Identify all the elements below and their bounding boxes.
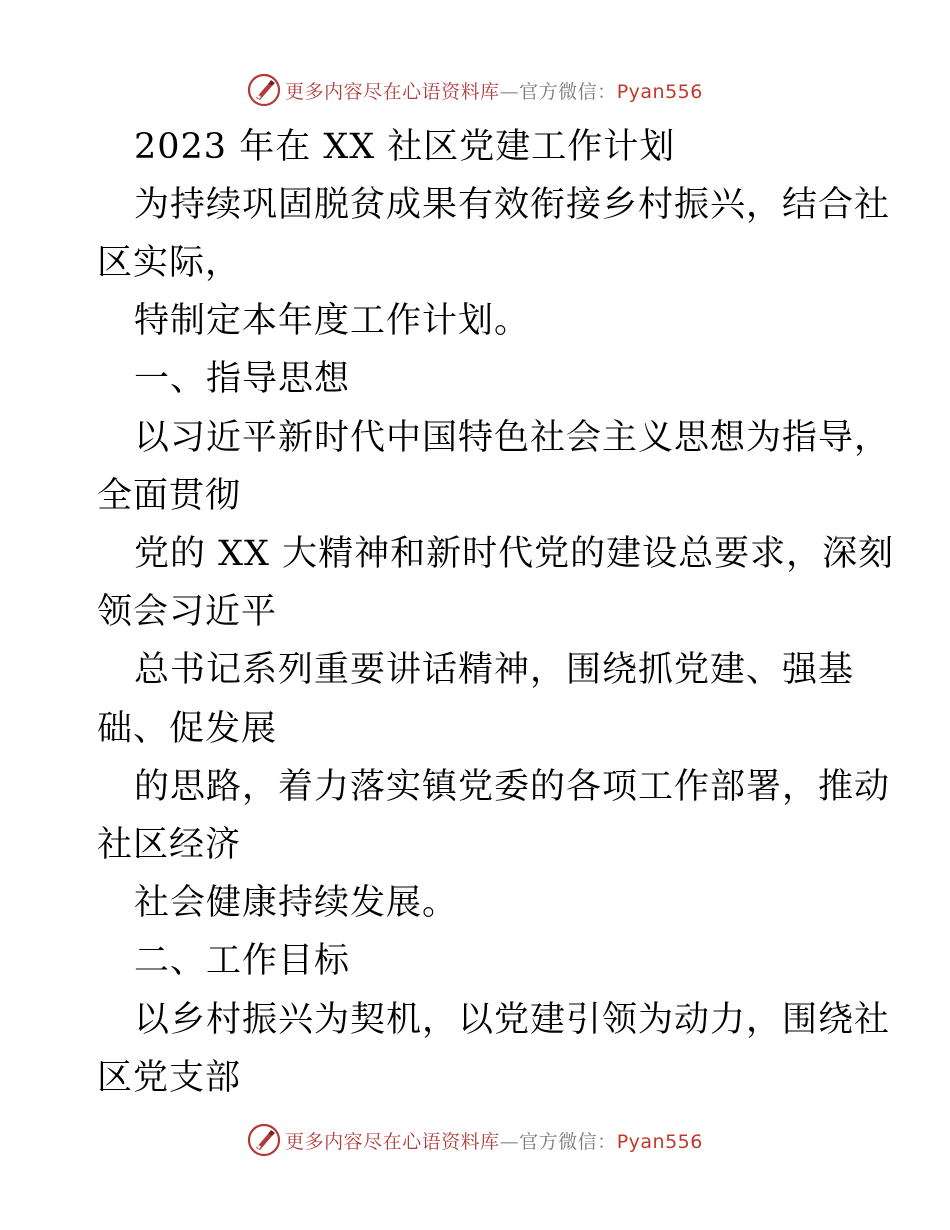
pen-nib-logo-icon xyxy=(247,1123,281,1157)
paragraph-line: 以习近平新时代中国特色社会主义思想为指导， xyxy=(134,418,891,458)
paragraph-line: 全面贯彻 xyxy=(97,476,242,516)
watermark-text: 更多内容尽在心语资料库—官方微信：Pyan556 xyxy=(285,80,703,103)
paragraph-line: 特制定本年度工作计划。 xyxy=(134,301,531,341)
watermark-text: 更多内容尽在心语资料库—官方微信：Pyan556 xyxy=(285,1130,703,1153)
paragraph-line: 党的 XX 大精神和新时代党的建设总要求，深刻 xyxy=(134,534,895,574)
paragraph-line: 领会习近平 xyxy=(97,592,278,632)
footer-watermark xyxy=(0,1120,950,1160)
header-watermark xyxy=(0,70,950,110)
paragraph-line: 区实际， xyxy=(97,243,242,283)
paragraph-line: 的思路，着力落实镇党委的各项工作部署，推动 xyxy=(134,767,891,807)
paragraph-line: 社会健康持续发展。 xyxy=(134,883,459,923)
paragraph-line: 区党支部 xyxy=(97,1058,242,1098)
paragraph-line: 以乡村振兴为契机，以党建引领为动力，围绕社 xyxy=(134,1000,891,1040)
pen-nib-logo-icon xyxy=(247,73,281,107)
paragraph-line: 社区经济 xyxy=(97,825,242,865)
paragraph-line: 为持续巩固脱贫成果有效衔接乡村振兴，结合社 xyxy=(134,185,891,225)
section-heading: 二、工作目标 xyxy=(134,941,351,981)
paragraph-line: 总书记系列重要讲话精神，围绕抓党建、强基 xyxy=(134,650,855,690)
section-heading: 一、指导思想 xyxy=(134,359,351,399)
paragraph-line: 础、促发展 xyxy=(97,709,278,749)
document-title: 2023 年在 XX 社区党建工作计划 xyxy=(134,127,676,167)
